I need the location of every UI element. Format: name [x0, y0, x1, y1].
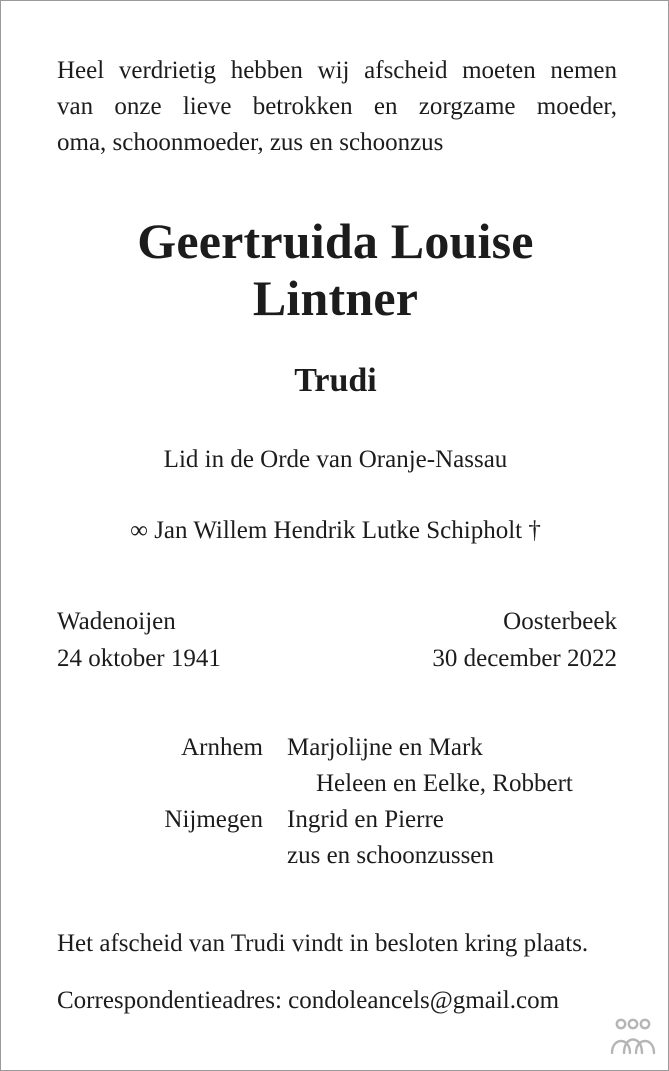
spouse-line: ∞ Jan Willem Hendrik Lutke Schipholt † [130, 517, 541, 544]
family-names: Marjolijne en Mark [287, 734, 483, 761]
deceased-name-line-2: Lintner [252, 270, 419, 326]
death-date: 30 december 2022 [432, 645, 617, 672]
intro-line-1: Heel verdrietig hebben wij afscheid moeten nemen [57, 57, 617, 84]
intro-line-3: oma, schoonmoeder, zus en schoonzus [57, 129, 444, 156]
family-row [1, 802, 669, 838]
family-names: zus en schoonzussen [287, 842, 494, 869]
death-info [432, 603, 617, 677]
intro-line-2: van onze lieve betrokken en zorgzame moeder, [57, 93, 617, 120]
intro-text [57, 53, 617, 161]
death-place: Oosterbeek [503, 608, 617, 635]
deceased-name [1, 213, 669, 327]
family-place: Arnhem [181, 734, 263, 761]
family-row [1, 838, 669, 874]
family-row [1, 766, 669, 802]
birth-info [57, 603, 221, 677]
family-row [1, 730, 669, 766]
deceased-name-line-1: Geertruida Louise [137, 213, 534, 269]
correspondence-address: Correspondentieadres: condoleancels@gmail.com [57, 987, 560, 1014]
farewell-text: Het afscheid van Trudi vindt in besloten kring plaats. [57, 930, 589, 957]
birth-date: 24 oktober 1941 [57, 645, 221, 672]
family-names: Ingrid en Pierre [287, 806, 444, 833]
family-group-icon [608, 1017, 658, 1057]
deceased-nickname: Trudi [294, 362, 377, 399]
family-place: Nijmegen [164, 806, 263, 833]
family-names: Heleen en Eelke, Robbert [316, 770, 573, 797]
family-list [1, 730, 669, 874]
distinction-text: Lid in de Orde van Oranje-Nassau [163, 446, 508, 473]
birth-place: Wadenoijen [57, 608, 176, 635]
